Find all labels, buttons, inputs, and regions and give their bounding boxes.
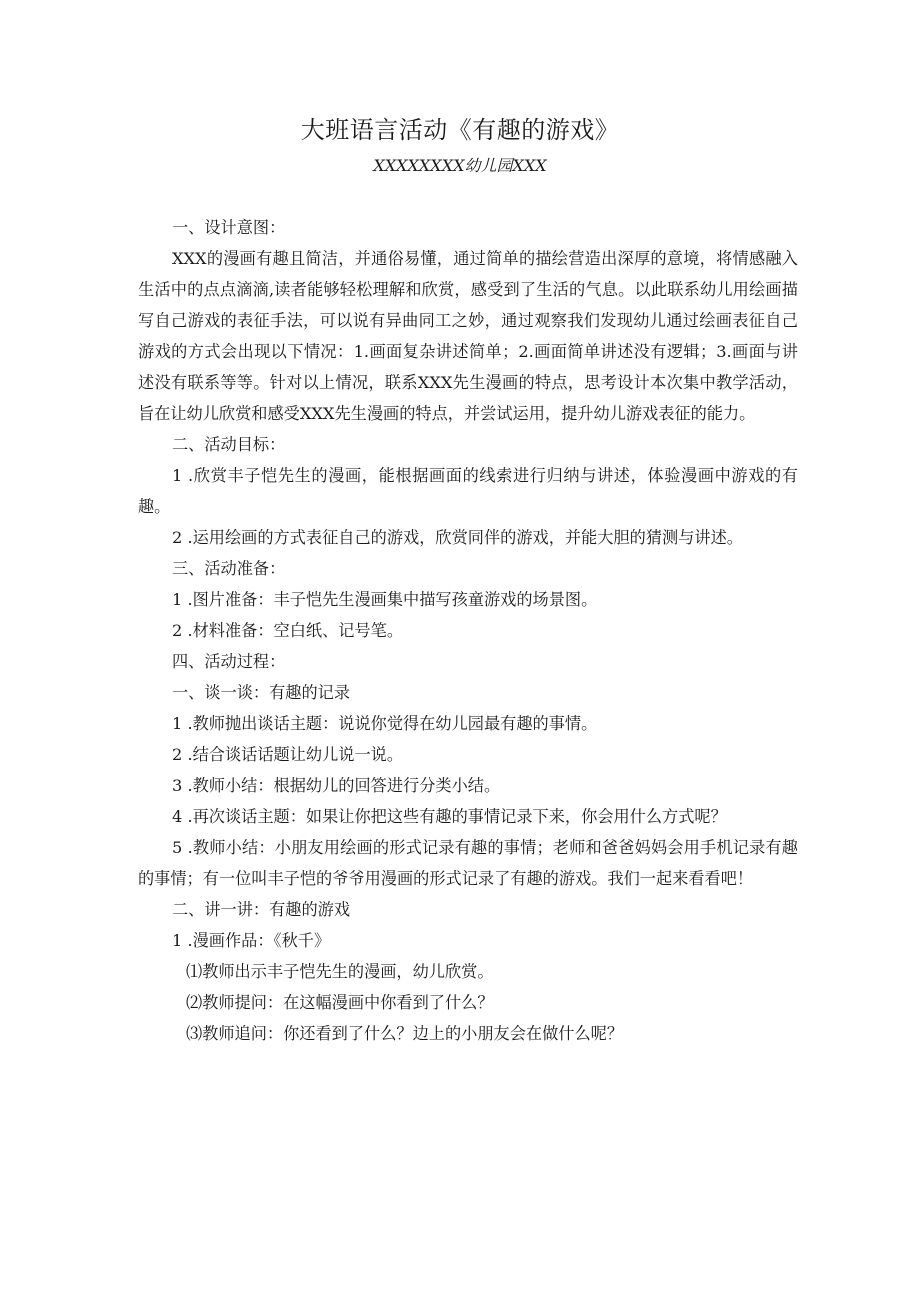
preparation-item-1: 1 .图片准备：丰子恺先生漫画集中描写孩童游戏的场景图。 [172,590,598,609]
comic-step-3: ⑶教师追问：你还看到了什么？边上的小朋友会在做什么呢？ [186,1024,624,1043]
process-item-5: 5 .教师小结：小朋友用绘画的形式记录有趣的事情；老师和爸爸妈妈会用手机记录有趣的事情；有一位叫丰子恺的爷爷用漫画的形式记录了有趣的游戏。我们一起来看看吧！ [138,838,798,888]
paragraph-design-intent: XXX的漫画有趣且简洁，并通俗易懂，通过简单的描绘营造出深厚的意境，将情感融入生活中的点点滴滴,读者能够轻松理解和欣赏，感受到了生活的气息。以此联系幼儿用绘画描写自己游戏的表征手法，可以说有异曲同工之妙，通过观察我们发现幼儿通过绘画表征自己游戏的方式会出现以下情况：1.画面复杂讲述简单；2.画面简单讲述没有逻辑；3.画面与讲述没有联系等等。针对以上情况，联系XXX先生漫画的特点，思考设计本次集中教学活动，旨在让幼儿欣赏和感受XXX先生漫画的特点，并尝试运用，提升幼儿游戏表征的能力。 [138,249,798,423]
process-item-1: 1 .教师抛出谈话主题：说说你觉得在幼儿园最有趣的事情。 [172,714,598,733]
document-body [138,212,798,1049]
comic-step-2: ⑵教师提问：在这幅漫画中你看到了什么？ [186,993,494,1012]
comic-item-1: 1 .漫画作品：《秋千》 [172,931,331,950]
preparation-item-2: 2 .材料准备：空白纸、记号笔。 [172,621,404,640]
section-heading-process: 四、活动过程： [172,652,286,671]
process-item-4: 4 .再次谈话主题：如果让你把这些有趣的事情记录下来，你会用什么方式呢？ [172,807,727,826]
goal-item-1: 1 .欣赏丰子恺先生的漫画，能根据画面的线索进行归纳与讲述，体验漫画中游戏的有趣。 [138,466,798,516]
subsection-heading-talk: 一、谈一谈：有趣的记录 [172,683,351,702]
section-heading-goals: 二、活动目标： [172,435,286,454]
comic-step-1: ⑴教师出示丰子恺先生的漫画，幼儿欣赏。 [186,962,494,981]
process-item-2: 2 .结合谈话话题让幼儿说一说。 [172,745,404,764]
process-item-3: 3 .教师小结：根据幼儿的回答进行分类小结。 [172,776,501,795]
goal-item-2: 2 .运用绘画的方式表征自己的游戏，欣赏同伴的游戏，并能大胆的猜测与讲述。 [172,528,743,547]
subsection-heading-speak: 二、讲一讲：有趣的游戏 [172,900,351,919]
document-author: XXXXXXXX幼儿园XXX [373,156,547,175]
document-title: 大班语言活动《有趣的游戏》 [300,116,620,144]
section-heading-design-intent: 一、设计意图： [172,218,286,237]
section-heading-preparation: 三、活动准备： [172,559,286,578]
